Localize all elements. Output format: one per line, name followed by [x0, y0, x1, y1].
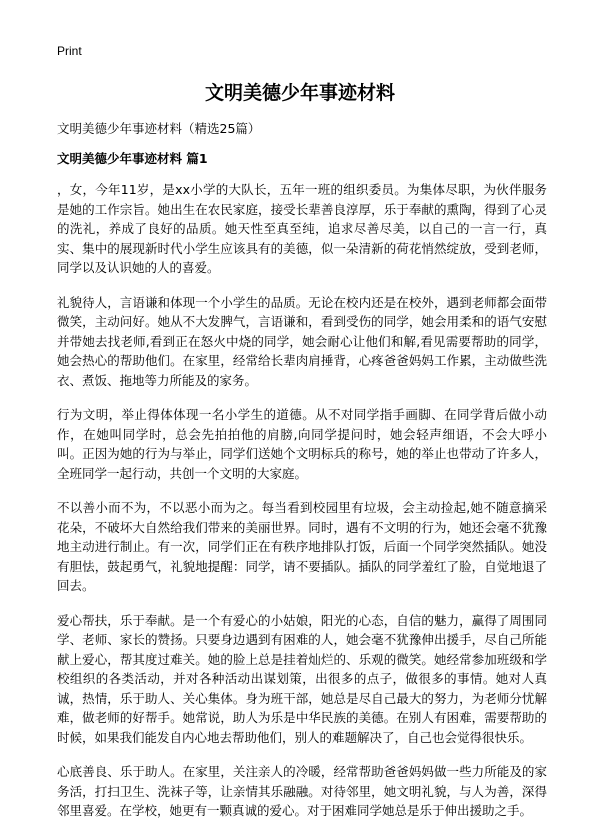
paragraph-5: 爱心帮扶，乐于奉献。是一个有爱心的小姑娘，阳光的心态，自信的魅力，赢得了周围同学、老师、家长的赞扬。只要身边遇到有困难的人，她会毫不犹豫伸出援手，尽自己所能献上爱心，帮其度过难关。她的脸上总是挂着灿烂的、乐观的微笑。她经常参加班级和学校组织的各类活动，并对各种活动出谋划策，出很多的点子，做很多的事情。她对人真诚，热情，乐于助人、关心集体。身为班干部，她总是尽自己最大的努力，为老师分忧解难，做老师的好帮手。她常说，助人为乐是中华民族的美德。在别人有困难，需要帮助的时候，如果我们能发自内心地去帮助他们，别人的难题解决了，自己也会觉得很快乐。: [57, 612, 547, 745]
print-label: Print: [57, 44, 82, 58]
paragraph-6: 心底善良、乐于助人。在家里，关注亲人的冷暖，经常帮助爸爸妈妈做一些力所能及的家务活，打扫卫生、洗袜子等，让亲情其乐融融。对待邻里，她文明礼貌，与人为善，深得邻里喜爱。在学校，她更有一颗真诚的爱心。对于困难同学她总是乐于伸出援助之手。: [57, 764, 547, 818]
section-heading: 文明美德少年事迹材料 篇1: [57, 151, 208, 166]
paragraph-3: 行为文明，举止得体体现一名小学生的道德。从不对同学指手画脚、在同学背后做小动作，在她叫同学时，总会先拍拍他的肩膀,向同学提问时，她会轻声细语，不会大呼小叫。正因为她的行为与举止，同学们送她个文明标兵的称号，她的举止也带动了许多人，全班同学一起行动，共创一个文明的大家庭。: [57, 407, 547, 481]
document-body: [57, 180, 547, 828]
paragraph-4: 不以善小而不为，不以恶小而为之。每当看到校园里有垃圾，会主动捡起,她不随意摘采花朵，不破坏大自然给我们带来的美丽世界。同时，遇有不文明的行为，她还会毫不犹豫地主动进行制止。有一次，同学们正在有秩序地排队打饭，后面一个同学突然插队。她没有胆怯，鼓起勇气，礼貌地提醒：同学，请不要插队。插队的同学羞红了脸，自觉地退了回去。: [57, 500, 547, 593]
document-subtitle: 文明美德少年事迹材料（精选25篇）: [57, 121, 261, 136]
paragraph-2: 礼貌待人，言语谦和体现一个小学生的品质。无论在校内还是在校外，遇到老师都会面带微笑，主动问好。她从不大发脾气，言语谦和，看到受伤的同学，她会用柔和的语气安慰并带她去找老师,看到正在怒火中烧的同学，她会耐心让他们和解,看见需要帮助的同学，她会热心的帮助他们。在家里，经常给长辈肉肩捶背，心疼爸爸妈妈工作累，主动做些洗衣、煮饭、拖地等力所能及的家务。: [57, 294, 547, 388]
document-title: 文明美德少年事迹材料: [204, 82, 395, 104]
paragraph-1: ，女，今年11岁，是xx小学的大队长，五年一班的组织委员。为集体尽职，为伙伴服务是她的工作宗旨。她出生在农民家庭，接受长辈善良淳厚，乐于奉献的熏陶，得到了心灵的洗礼，养成了良好的品质。她天性至真至纯，追求尽善尽美，以自己的一言一行，真实、集中的展现新时代小学生应该具有的美德，似一朵清新的荷花悄然绽放，受到老师，同学以及认识她的人的喜爱。: [57, 182, 547, 275]
